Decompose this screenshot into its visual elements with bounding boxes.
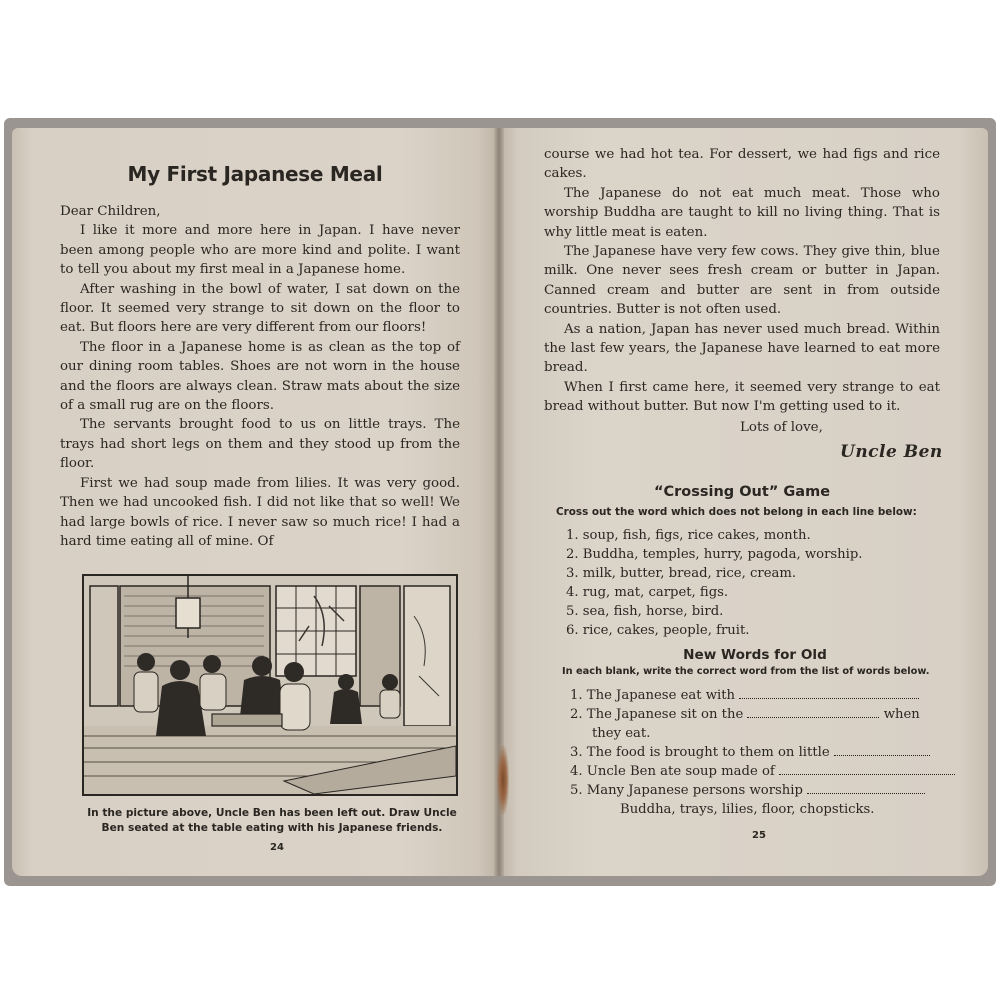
paragraph-1: I like it more and more here in Japan. I have never been among people who are more kind and polite. I want to tell you about my first meal in a Japanese home.	[60, 223, 460, 278]
paragraph-2: After washing in the bowl of water, I sat down on the floor. It seemed very strange to sit down on the floor to eat. But floors here are very different from our floors!	[60, 281, 460, 336]
page-number-left: 24	[270, 842, 284, 853]
words-item-3: 3. The food is brought to them on little	[570, 743, 960, 762]
answer-blank-1[interactable]	[739, 688, 919, 699]
page-stain	[497, 745, 509, 815]
word-bank: Buddha, trays, lilies, floor, chopsticks.	[620, 802, 875, 817]
words-item-4: 4. Uncle Ben ate soup made of	[570, 762, 960, 781]
page-title: My First Japanese Meal	[127, 162, 383, 186]
words-instruction: In each blank, write the correct word from the list of words below.	[562, 666, 930, 677]
words-item-2-cont: they eat.	[592, 726, 651, 741]
signature: Uncle Ben	[840, 442, 943, 462]
answer-blank-3[interactable]	[834, 745, 930, 756]
words-title: New Words for Old	[683, 647, 827, 663]
paragraph-7: The Japanese have very few cows. They give thin, blue milk. One never sees fresh cream or butter in Japan. Canned cream and butter are sent in from outside countries. Butter is not often used.	[544, 244, 940, 318]
closing-line: Lots of love,	[740, 420, 823, 435]
game-item-4: 4. rug, mat, carpet, figs.	[566, 585, 729, 600]
continuation-text: course we had hot tea. For dessert, we had figs and rice cakes.	[544, 147, 940, 182]
words-item-1: 1. The Japanese eat with	[570, 686, 960, 705]
words-list	[570, 686, 960, 819]
paragraph-4: The servants brought food to us on little trays. The trays had short legs on them and they stood up from the floor.	[60, 417, 460, 472]
left-page-text	[60, 202, 460, 551]
paragraph-9: When I first came here, it seemed very strange to eat bread without butter. But now I'm getting used to it.	[544, 379, 940, 415]
game-list	[566, 526, 946, 640]
game-item-1: 1. soup, fish, figs, rice cakes, month.	[566, 528, 811, 543]
page-number-right: 25	[752, 830, 766, 841]
paragraph-3: The floor in a Japanese home is as clean as the top of our dining room tables. Shoes are not worn in the house and the floors are always clean. Straw mats about the size of a small rug are on the floors.	[60, 339, 460, 414]
japanese-meal-illustration	[82, 574, 458, 796]
salutation: Dear Children,	[60, 204, 161, 219]
answer-blank-4[interactable]	[779, 764, 955, 775]
game-item-5: 5. sea, fish, horse, bird.	[566, 604, 724, 619]
game-item-6: 6. rice, cakes, people, fruit.	[566, 623, 750, 638]
paragraph-6: The Japanese do not eat much meat. Those who worship Buddha are taught to kill no living thing. That is why little meat is eaten.	[544, 185, 940, 240]
illustration-caption: In the picture above, Uncle Ben has been left out. Draw Uncle Ben seated at the table eating with his Japanese friends.	[87, 807, 457, 834]
game-item-3: 3. milk, butter, bread, rice, cream.	[566, 566, 797, 581]
illustration-drawing	[84, 576, 456, 794]
words-item-2: 2. The Japanese sit on the when	[570, 707, 920, 722]
right-page-text	[544, 145, 940, 417]
game-title: “Crossing Out” Game	[653, 484, 831, 500]
words-item-5: 5. Many Japanese persons worship	[570, 781, 960, 800]
answer-blank-5[interactable]	[807, 783, 925, 794]
game-item-2: 2. Buddha, temples, hurry, pagoda, worship.	[566, 547, 863, 562]
paragraph-5: First we had soup made from lilies. It was very good. Then we had uncooked fish. I did not like that so well! We had large bowls of rice. I never saw so much rice! I had a hard time eating all of mine. Of	[60, 475, 460, 549]
paragraph-8: As a nation, Japan has never used much bread. Within the last few years, the Japanese have learned to eat more bread.	[544, 321, 940, 376]
answer-blank-2[interactable]	[747, 707, 879, 718]
game-instruction: Cross out the word which does not belong in each line below:	[556, 506, 917, 518]
